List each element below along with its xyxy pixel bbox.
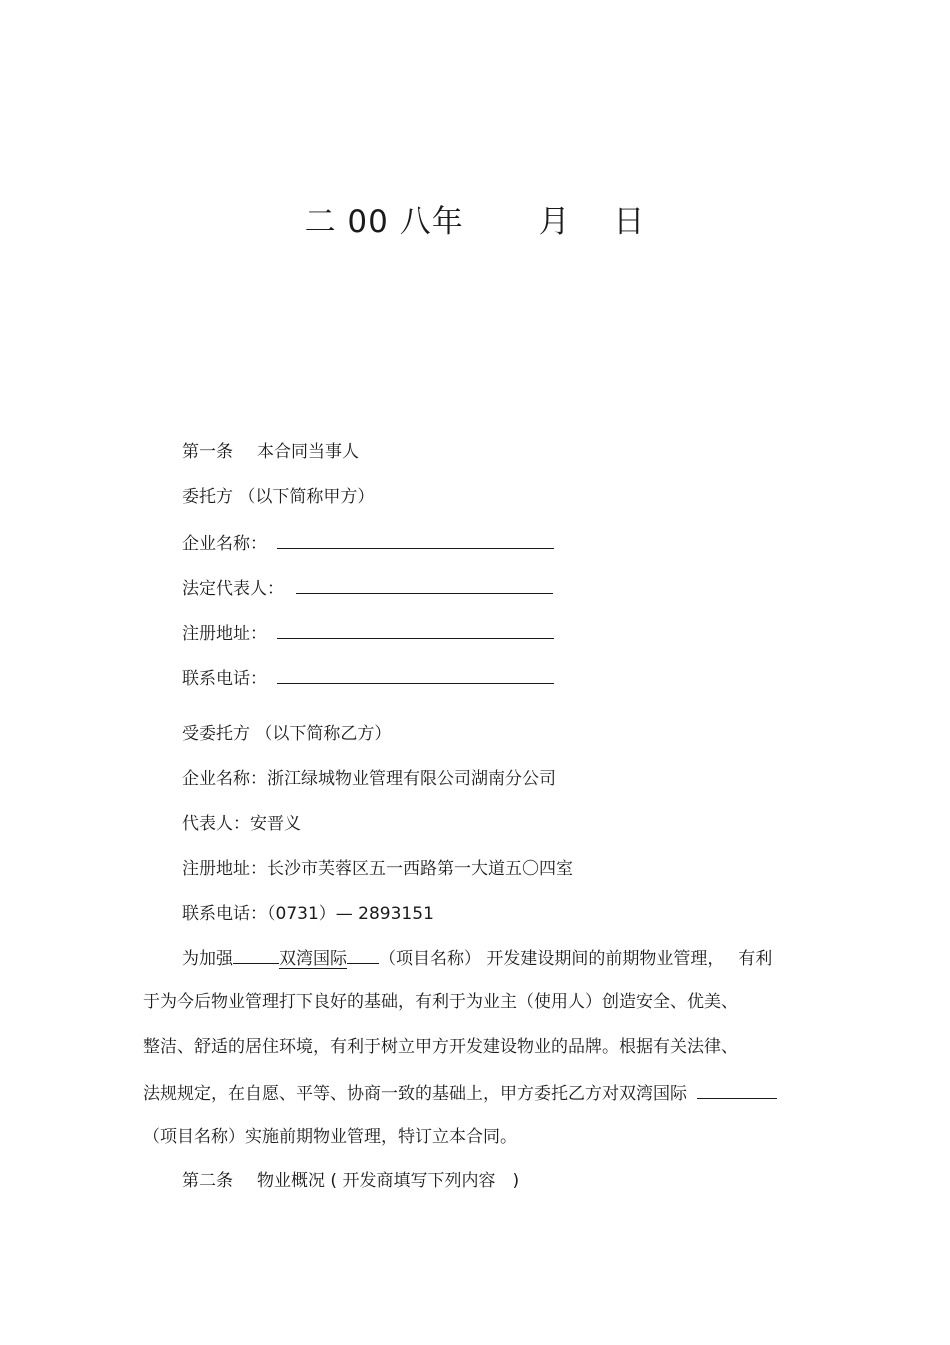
party-a-heading: 委托方 （以下简称甲方） (182, 487, 375, 507)
party-b-heading: 受委托方 （以下简称乙方） (182, 724, 392, 744)
paragraph-line-3: 整洁、舒适的居住环境，有利于树立甲方开发建设物业的品牌。根据有关法律、 (143, 1037, 738, 1057)
party-b-rep-value: 安晋义 (250, 814, 301, 834)
article1-title: 本合同当事人 (257, 442, 359, 462)
party-b-company-row (182, 767, 556, 791)
party-a-phone-row (182, 665, 554, 691)
paragraph-prefix: 为加强 (182, 949, 233, 969)
paragraph-line-2: 于为今后物业管理打下良好的基础，有利于为业主（使用人）创造安全、优美、 (143, 992, 738, 1012)
paragraph-line-1 (182, 945, 772, 971)
party-b-address-value: 长沙市芙蓉区五一西路第一大道五〇四室 (267, 859, 573, 879)
party-b-rep-row (182, 812, 301, 836)
project-name-filled: 双湾国际 (279, 949, 347, 969)
party-b-company-value: 浙江绿城物业管理有限公司湖南分公司 (267, 769, 556, 789)
party-b-rep-label: 代表人： (182, 814, 250, 834)
project-name-blank-2[interactable] (697, 1080, 777, 1099)
paragraph-line1-rest: （项目名称） 开发建设期间的前期物业管理， 有利 (379, 949, 773, 969)
party-a-company-label: 企业名称： (182, 534, 267, 554)
party-b-address-label: 注册地址： (182, 859, 267, 879)
project-name-pad-right (347, 945, 379, 964)
party-a-address-label: 注册地址： (182, 624, 267, 644)
party-b-phone-value: （0731）— 2893151 (267, 904, 434, 924)
paragraph-line-5: （项目名称）实施前期物业管理，特订立本合同。 (143, 1127, 517, 1147)
project-name-pad-left (233, 945, 279, 964)
article2-number: 第二条 (182, 1171, 233, 1191)
party-a-company-row (182, 530, 554, 556)
party-a-company-blank[interactable] (277, 530, 554, 549)
party-a-address-blank[interactable] (277, 620, 554, 639)
party-a-rep-label: 法定代表人： (182, 579, 284, 599)
party-b-address-row (182, 857, 573, 881)
party-a-rep-blank[interactable] (296, 575, 553, 594)
article1-number: 第一条 (182, 442, 233, 462)
article2-title: 物业概况 ( 开发商填写下列内容 ) (257, 1171, 520, 1191)
party-b-phone-row (182, 902, 434, 926)
paragraph-line-4 (143, 1080, 777, 1106)
party-a-address-row (182, 620, 554, 646)
party-b-phone-label: 联系电话： (182, 904, 267, 924)
date-line: 二 00 八年 月 日 (304, 204, 646, 240)
party-a-phone-blank[interactable] (277, 665, 554, 684)
article1-heading (182, 440, 359, 464)
paragraph-line4-text: 法规规定，在自愿、平等、协商一致的基础上，甲方委托乙方对双湾国际 (143, 1084, 687, 1104)
party-a-rep-row (182, 575, 553, 601)
article2-heading (182, 1169, 519, 1193)
party-b-company-label: 企业名称： (182, 769, 267, 789)
party-a-phone-label: 联系电话： (182, 669, 267, 689)
